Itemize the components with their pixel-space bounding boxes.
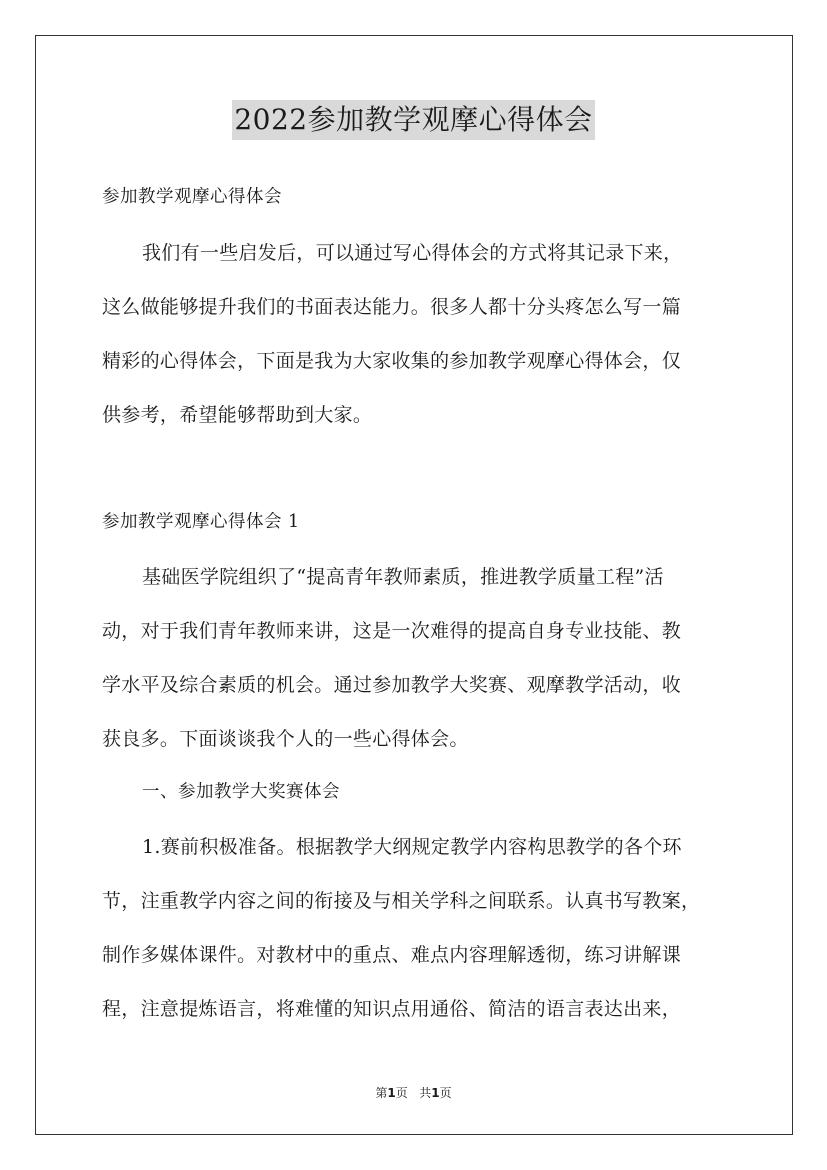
footer-page-suffix: 页 — [395, 1086, 408, 1100]
footer-page-number: 1 — [387, 1086, 396, 1100]
paragraph-line: 这么做能够提升我们的书面表达能力。很多人都十分头疼怎么写一篇 — [102, 296, 682, 318]
paragraph-line: 学水平及综合素质的机会。通过参加教学大奖赛、观摩教学活动，收 — [102, 674, 682, 696]
footer-page-prefix: 第 — [375, 1086, 388, 1100]
paragraph-line: 节，注重教学内容之间的衔接及与相关学科之间联系。认真书写教案， — [102, 890, 701, 912]
paragraph-line: 获良多。下面谈谈我个人的一些心得体会。 — [102, 728, 469, 750]
paragraph-line: 精彩的心得体会，下面是我为大家收集的参加教学观摩心得体会，仅 — [102, 350, 682, 372]
paragraph-line: 供参考，希望能够帮助到大家。 — [102, 404, 373, 426]
paragraph-line: 动，对于我们青年教师来讲，这是一次难得的提高自身专业技能、教 — [102, 620, 682, 642]
paragraph-line: 我们有一些启发后，可以通过写心得体会的方式将其记录下来， — [142, 242, 683, 264]
footer-total-suffix: 页 — [439, 1086, 452, 1100]
document-title — [0, 100, 827, 140]
paragraph-line: 1.赛前积极准备。根据教学大纲规定教学内容构思教学的各个环 — [142, 836, 682, 858]
document-title-text: 2022参加教学观摩心得体会 — [232, 100, 594, 140]
paragraph-line: 程，注意提炼语言，将难懂的知识点用通俗、简洁的语言表达出来， — [102, 998, 682, 1020]
section-heading: 参加教学观摩心得体会 1 — [102, 512, 300, 532]
page-footer — [0, 1084, 827, 1101]
paragraph-line: 制作多媒体课件。对教材中的重点、难点内容理解透彻，练习讲解课 — [102, 944, 682, 966]
subsection-heading: 一、参加教学大奖赛体会 — [142, 782, 340, 802]
footer-total-prefix: 共 — [419, 1086, 432, 1100]
paragraph-line: 基础医学院组织了“提高青年教师素质，推进教学质量工程”活 — [142, 566, 664, 588]
footer-total-number: 1 — [431, 1086, 440, 1100]
section-heading: 参加教学观摩心得体会 — [102, 187, 282, 207]
